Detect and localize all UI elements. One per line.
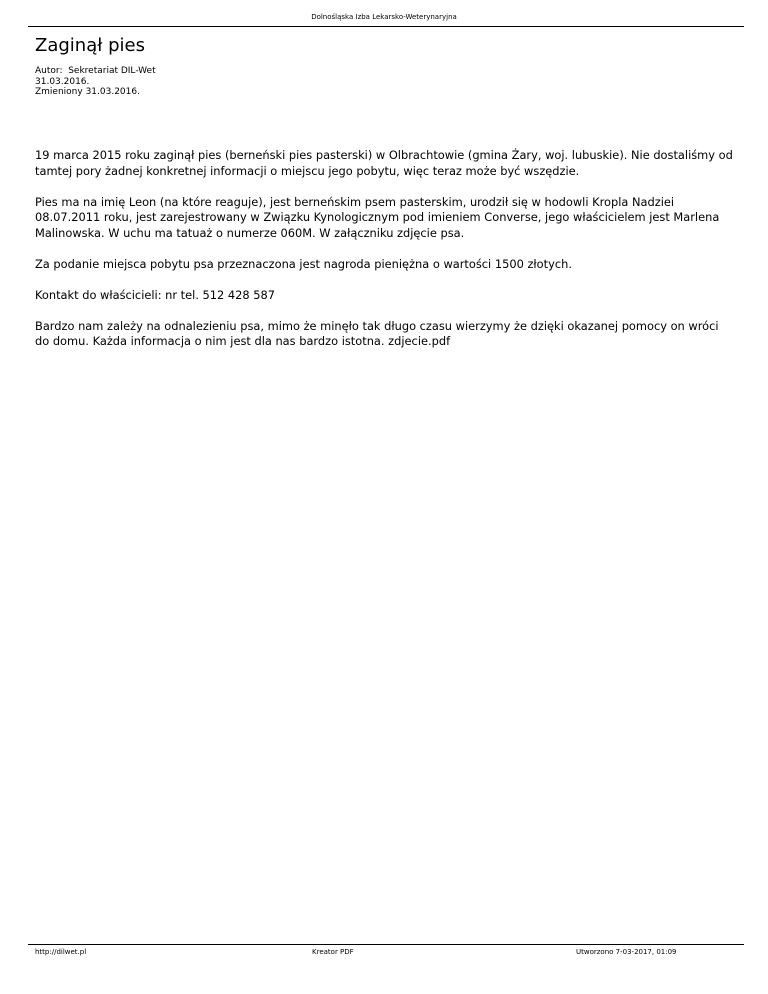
paragraph-reward: Za podanie miejsca pobytu psa przeznaczona jest nagroda pieniężna o wartości 1500 złotych. [35,256,572,271]
footer-created-date: Utworzono 7-03-2017, 01:09 [576,948,677,956]
footer-divider [28,944,744,945]
header-divider [28,26,744,27]
footer-generator: Kreator PDF [312,948,354,956]
attachment-link[interactable]: zdjecie.pdf [388,334,451,348]
modified-date: Zmieniony 31.03.2016. [35,87,140,97]
paragraph-closing [35,319,735,350]
published-date: 31.03.2016. [35,76,90,87]
article-title: Zaginął pies [35,35,145,56]
article-body [35,148,735,365]
page-footer [0,947,768,959]
article-meta [35,66,156,98]
paragraph-dog-description: Pies ma na imię Leon (na które reaguje), jest berneńskim psem pasterskim, urodził się w hodowli Kropla Nadziei 08.07.2011 roku, jest zarejestrowany w Związku Kynologicznym pod imieniem Converse, jego właścicielem jest Marlena Malinowska. W uchu ma tatuaż o numerze 060M. W załączniku zdjęcie psa. [35,194,720,240]
author-line: Autor: Sekretariat DIL-Wet [35,66,156,76]
paragraph-contact: Kontakt do właścicieli: nr tel. 512 428 587 [35,287,276,302]
paragraph-disappearance: 19 marca 2015 roku zaginął pies (berneński pies pasterski) w Olbrachtowie (gmina Żary, woj. lubuskie). Nie dostaliśmy od tamtej pory żadnej konkretnej informacji o miejscu jego pobytu, więc teraz może być wszędzie. [35,148,733,178]
closing-text: Bardzo nam zależy na odnalezieniu psa, mimo że minęło tak długo czasu wierzymy że dzięki okazanej pomocy on wróci do domu. Każda informacja o nim jest dla nas bardzo istotna. [35,318,719,348]
page-header: Dolnośląska Izba Lekarsko-Weterynaryjna [311,13,457,21]
footer-url: http://dilwet.pl [35,948,87,956]
